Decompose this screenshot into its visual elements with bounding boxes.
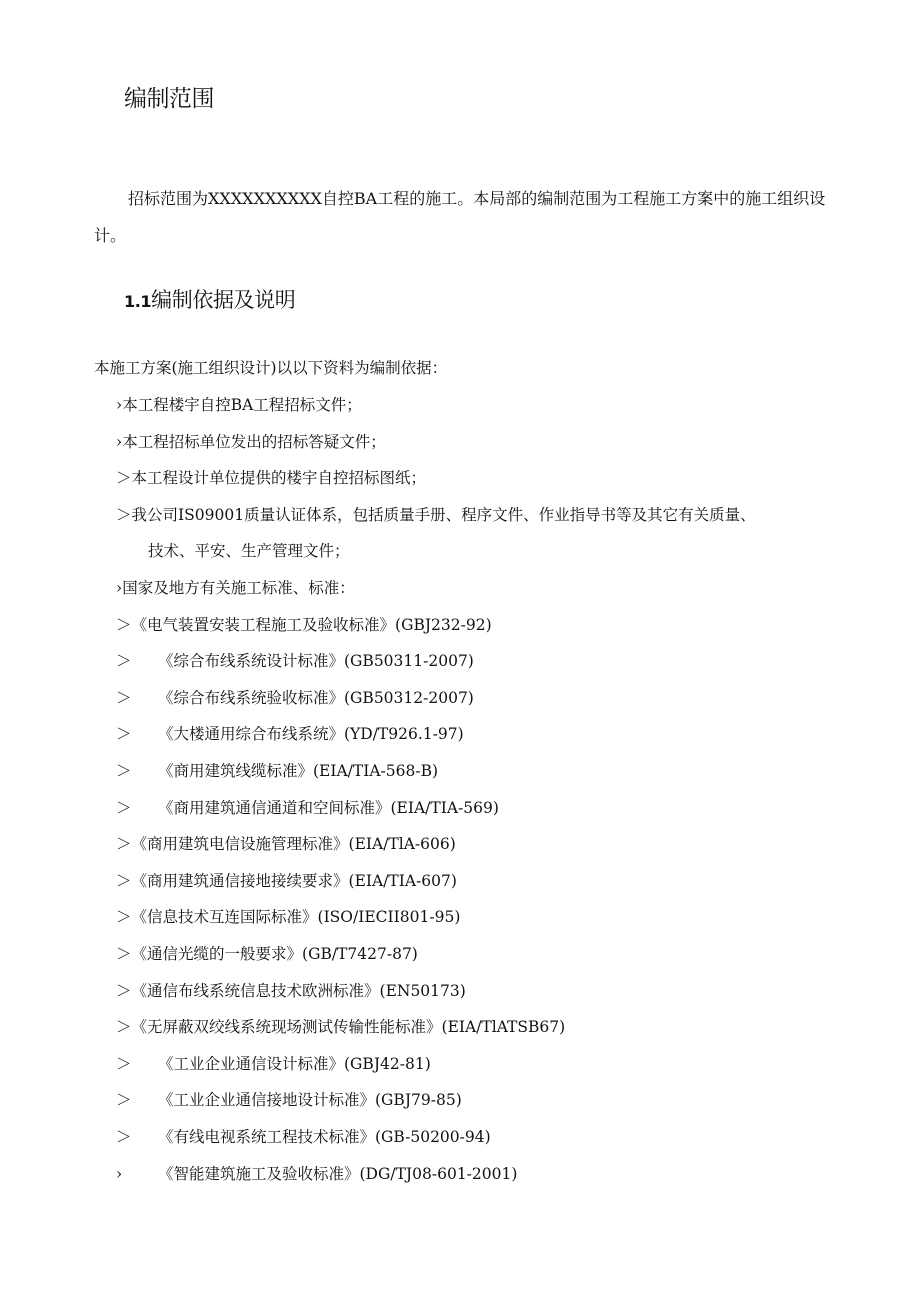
list-marker: ＞ [116,981,132,1000]
list-item [116,610,492,640]
list-item [116,976,466,1006]
list-marker: › [116,1164,123,1183]
list-item-text: 《商用建筑通信通道和空间标准》(EIA/TIA-569) [158,798,499,817]
list-item [116,902,460,932]
list-item-text: 《综合布线系统设计标准》(GB50311-2007) [158,652,474,671]
list-item [116,646,474,676]
list-marker: ＞ [116,652,132,671]
list-item-text: 本工程楼宇自控BA工程招标文件； [122,396,362,414]
basis-intro: 本施工方案(施工组织设计)以以下资料为编制依据： [94,359,448,377]
list-item [116,573,355,603]
section-heading: 编制范围 [124,86,214,112]
list-item-text: 《通信光缆的一般要求》(GB/T7427-87) [131,945,418,963]
scope-paragraph: 招标范围为XXXXXXXXXX自控BA工程的施工。本局部的编制范围为工程施工方案中的施工组织设计。 [94,189,826,245]
list-item [116,939,418,969]
list-marker: ＞ [116,1091,132,1110]
list-item [116,463,426,493]
list-item [116,1159,517,1189]
list-item [116,1085,462,1115]
list-item [116,1122,491,1152]
list-marker: ＞ [116,725,132,744]
list-item-text: 《商用建筑电信设施管理标准》(EIA/TlA-606) [131,835,456,854]
list-item-continuation: 技术、平安、生产管理文件； [148,542,350,561]
list-item-text: 《商用建筑通信接地接续要求》(EIA/TIA-607) [131,871,457,890]
list-item [116,427,386,457]
list-marker: ＞ [116,615,132,634]
subsection-title: 编制依据及说明 [151,288,296,312]
list-item-text: 《通信布线系统信息技术欧洲标准》(EN50173) [131,981,466,1000]
list-item [116,500,756,530]
list-marker: › [116,432,123,451]
list-item-text: 《工业企业通信接地设计标准》(GBJ79-85) [158,1091,462,1110]
list-item [116,390,362,420]
list-marker: › [116,579,123,597]
list-marker: ＞ [116,762,132,780]
list-item-text: 《智能建筑施工及验收标准》(DG/TJ08-601-2001) [158,1164,518,1183]
list-marker: ＞ [116,688,132,707]
list-item [116,719,464,749]
list-item [116,829,456,859]
list-item-text: 《工业企业通信设计标准》(GBJ42-81) [158,1054,431,1073]
subsection-number: 1.1 [124,292,152,311]
list-item-text: 本工程招标单位发出的招标答疑文件； [122,432,386,451]
list-marker: › [116,396,123,414]
list-item-text: 《无屏蔽双绞线系统现场测试传输性能标准》(EIA/TlATSB67) [131,1018,566,1037]
list-marker: ＞ [116,835,132,854]
list-item-text: 《信息技术互连国际标准》(ISO/IECII801-95) [131,908,461,927]
list-item-text: 《大楼通用综合布线系统》(YD/T926.1-97) [158,725,464,744]
list-item [116,1049,431,1079]
list-item [116,683,474,713]
list-marker: ＞ [116,798,132,817]
list-item-text: 《电气装置安装工程施工及验收标准》(GBJ232-92) [131,615,492,634]
list-item [116,866,457,896]
list-item-text: 我公司IS09001质量认证体系，包括质量手册、程序文件、作业指导书等及其它有关质量、 [131,505,756,524]
list-marker: ＞ [116,908,132,927]
list-item-text: 《有线电视系统工程技术标准》(GB-50200-94) [158,1128,491,1146]
list-item [116,793,499,823]
list-item [116,1012,565,1042]
list-item-text: 本工程设计单位提供的楼宇自控招标图纸； [131,469,427,488]
list-marker: ＞ [116,1018,132,1037]
list-item-text: 《综合布线系统验收标准》(GB50312-2007) [158,688,474,707]
list-marker: ＞ [116,469,132,488]
list-item-text: 国家及地方有关施工标准、标准： [122,579,355,597]
list-marker: ＞ [116,505,132,524]
list-marker: ＞ [116,1054,132,1073]
list-item [116,756,438,786]
list-marker: ＞ [116,1128,132,1146]
list-item-text: 《商用建筑线缆标准》(EIA/TIA-568-B) [158,762,439,780]
list-marker: ＞ [116,945,132,963]
subsection-heading [124,285,295,317]
list-marker: ＞ [116,871,132,890]
